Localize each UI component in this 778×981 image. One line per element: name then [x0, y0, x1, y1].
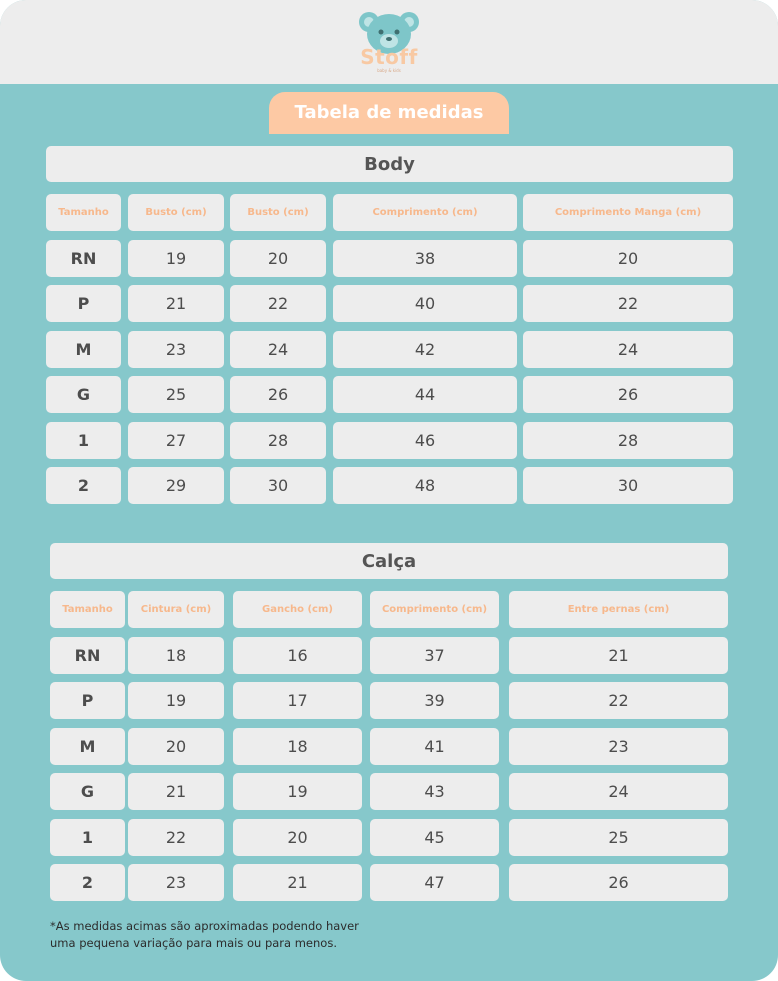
calca-cell: 37 [370, 637, 499, 674]
calca-cell: 21 [128, 773, 224, 810]
body-cell: 48 [333, 467, 517, 504]
calca-header-tamanho: Tamanho [50, 591, 125, 628]
calca-cell: 19 [128, 682, 224, 719]
calca-header-cintura: Cintura (cm) [128, 591, 224, 628]
calca-header-comprimento: Comprimento (cm) [370, 591, 499, 628]
brand-tagline: baby & kids [377, 68, 401, 73]
body-cell: 30 [523, 467, 733, 504]
body-cell: 38 [333, 240, 517, 277]
calca-table-title: Calça [50, 543, 728, 579]
body-row-size: 1 [46, 422, 121, 459]
body-row-size: M [46, 331, 121, 368]
body-cell: 20 [230, 240, 326, 277]
body-cell: 40 [333, 285, 517, 322]
calca-cell: 25 [509, 819, 728, 856]
calca-row-size: P [50, 682, 125, 719]
body-cell: 46 [333, 422, 517, 459]
body-cell: 26 [230, 376, 326, 413]
body-cell: 28 [523, 422, 733, 459]
calca-cell: 18 [128, 637, 224, 674]
calca-header-entre-pernas: Entre pernas (cm) [509, 591, 728, 628]
calca-cell: 20 [233, 819, 362, 856]
body-header-tamanho: Tamanho [46, 194, 121, 231]
body-cell: 24 [523, 331, 733, 368]
body-cell: 19 [128, 240, 224, 277]
body-cell: 22 [230, 285, 326, 322]
calca-cell: 47 [370, 864, 499, 901]
calca-cell: 21 [233, 864, 362, 901]
body-cell: 28 [230, 422, 326, 459]
calca-cell: 23 [128, 864, 224, 901]
calca-row-size: G [50, 773, 125, 810]
body-header-busto-1: Busto (cm) [128, 194, 224, 231]
calca-cell: 19 [233, 773, 362, 810]
brand-name: Stoff [360, 45, 418, 69]
calca-cell: 43 [370, 773, 499, 810]
body-cell: 30 [230, 467, 326, 504]
body-cell: 26 [523, 376, 733, 413]
body-cell: 27 [128, 422, 224, 459]
body-cell: 23 [128, 331, 224, 368]
footnote-line-2: uma pequena variação para mais ou para menos. [50, 936, 337, 950]
calca-cell: 39 [370, 682, 499, 719]
body-row-size: 2 [46, 467, 121, 504]
calca-cell: 23 [509, 728, 728, 765]
calca-cell: 18 [233, 728, 362, 765]
footnote [50, 918, 450, 952]
calca-cell: 20 [128, 728, 224, 765]
calca-row-size: M [50, 728, 125, 765]
calca-header-gancho: Gancho (cm) [233, 591, 362, 628]
calca-row-size: 2 [50, 864, 125, 901]
calca-cell: 45 [370, 819, 499, 856]
body-header-busto-2: Busto (cm) [230, 194, 326, 231]
body-table-title: Body [46, 146, 733, 182]
calca-cell: 22 [509, 682, 728, 719]
calca-row-size: 1 [50, 819, 125, 856]
page-title: Tabela de medidas [269, 92, 509, 134]
calca-cell: 26 [509, 864, 728, 901]
body-row-size: P [46, 285, 121, 322]
body-cell: 29 [128, 467, 224, 504]
calca-cell: 21 [509, 637, 728, 674]
body-cell: 24 [230, 331, 326, 368]
calca-cell: 22 [128, 819, 224, 856]
calca-cell: 24 [509, 773, 728, 810]
calca-cell: 41 [370, 728, 499, 765]
footnote-line-1: *As medidas acimas são aproximadas podendo haver [50, 919, 359, 933]
body-cell: 22 [523, 285, 733, 322]
calca-row-size: RN [50, 637, 125, 674]
calca-cell: 16 [233, 637, 362, 674]
body-row-size: G [46, 376, 121, 413]
body-cell: 42 [333, 331, 517, 368]
body-row-size: RN [46, 240, 121, 277]
body-header-comprimento-manga: Comprimento Manga (cm) [523, 194, 733, 231]
body-cell: 44 [333, 376, 517, 413]
body-header-comprimento: Comprimento (cm) [333, 194, 517, 231]
body-cell: 21 [128, 285, 224, 322]
calca-cell: 17 [233, 682, 362, 719]
body-cell: 20 [523, 240, 733, 277]
body-cell: 25 [128, 376, 224, 413]
